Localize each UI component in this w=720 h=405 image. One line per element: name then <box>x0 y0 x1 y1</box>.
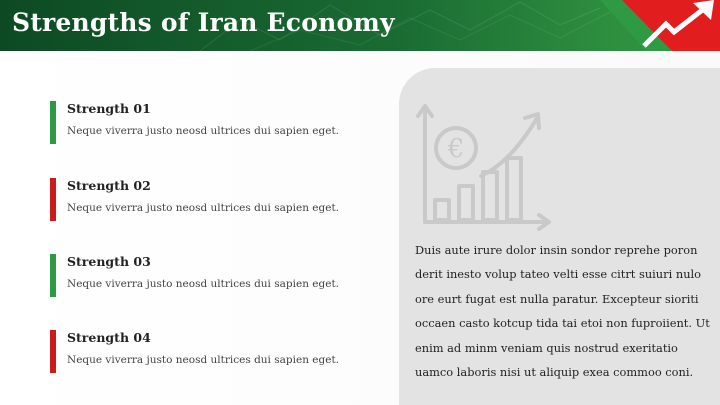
page-title: Strengths of Iran Economy <box>12 8 395 37</box>
title-banner <box>0 0 720 51</box>
strength-marker <box>50 101 56 144</box>
strength-marker <box>50 178 56 221</box>
info-panel <box>399 68 720 405</box>
strength-marker <box>50 254 56 297</box>
growth-arrow-icon <box>600 0 720 51</box>
strength-item-4 <box>50 330 370 368</box>
strength-description: Neque viverra justo neosd ultrices dui sapien eget. <box>67 202 340 214</box>
euro-growth-chart-icon <box>415 102 555 234</box>
strength-marker <box>50 330 56 373</box>
strength-description: Neque viverra justo neosd ultrices dui sapien eget. <box>67 278 340 290</box>
strength-label: Strength 01 <box>67 101 151 116</box>
strength-label: Strength 04 <box>67 330 151 345</box>
strength-item-2 <box>50 178 370 216</box>
strength-label: Strength 03 <box>67 254 151 269</box>
strength-description: Neque viverra justo neosd ultrices dui sapien eget. <box>67 125 340 137</box>
panel-paragraph: Duis aute irure dolor insin sondor reprehe poron derit inesto volup tateo velti esse citrt suiuri nulo ore eurt fugat est nulla paratur. Excepteur sioriti occaen casto kotcup tida tai etoi non fuproiient. Ut enim ad minm veniam quis nostrud exeritatio uamco laboris nisi ut aliquip exea commoo coni. <box>415 243 710 380</box>
strength-label: Strength 02 <box>67 178 151 193</box>
strength-item-1 <box>50 101 370 139</box>
svg-text:€: € <box>447 134 465 164</box>
strength-item-3 <box>50 254 370 292</box>
strength-description: Neque viverra justo neosd ultrices dui sapien eget. <box>67 354 340 366</box>
